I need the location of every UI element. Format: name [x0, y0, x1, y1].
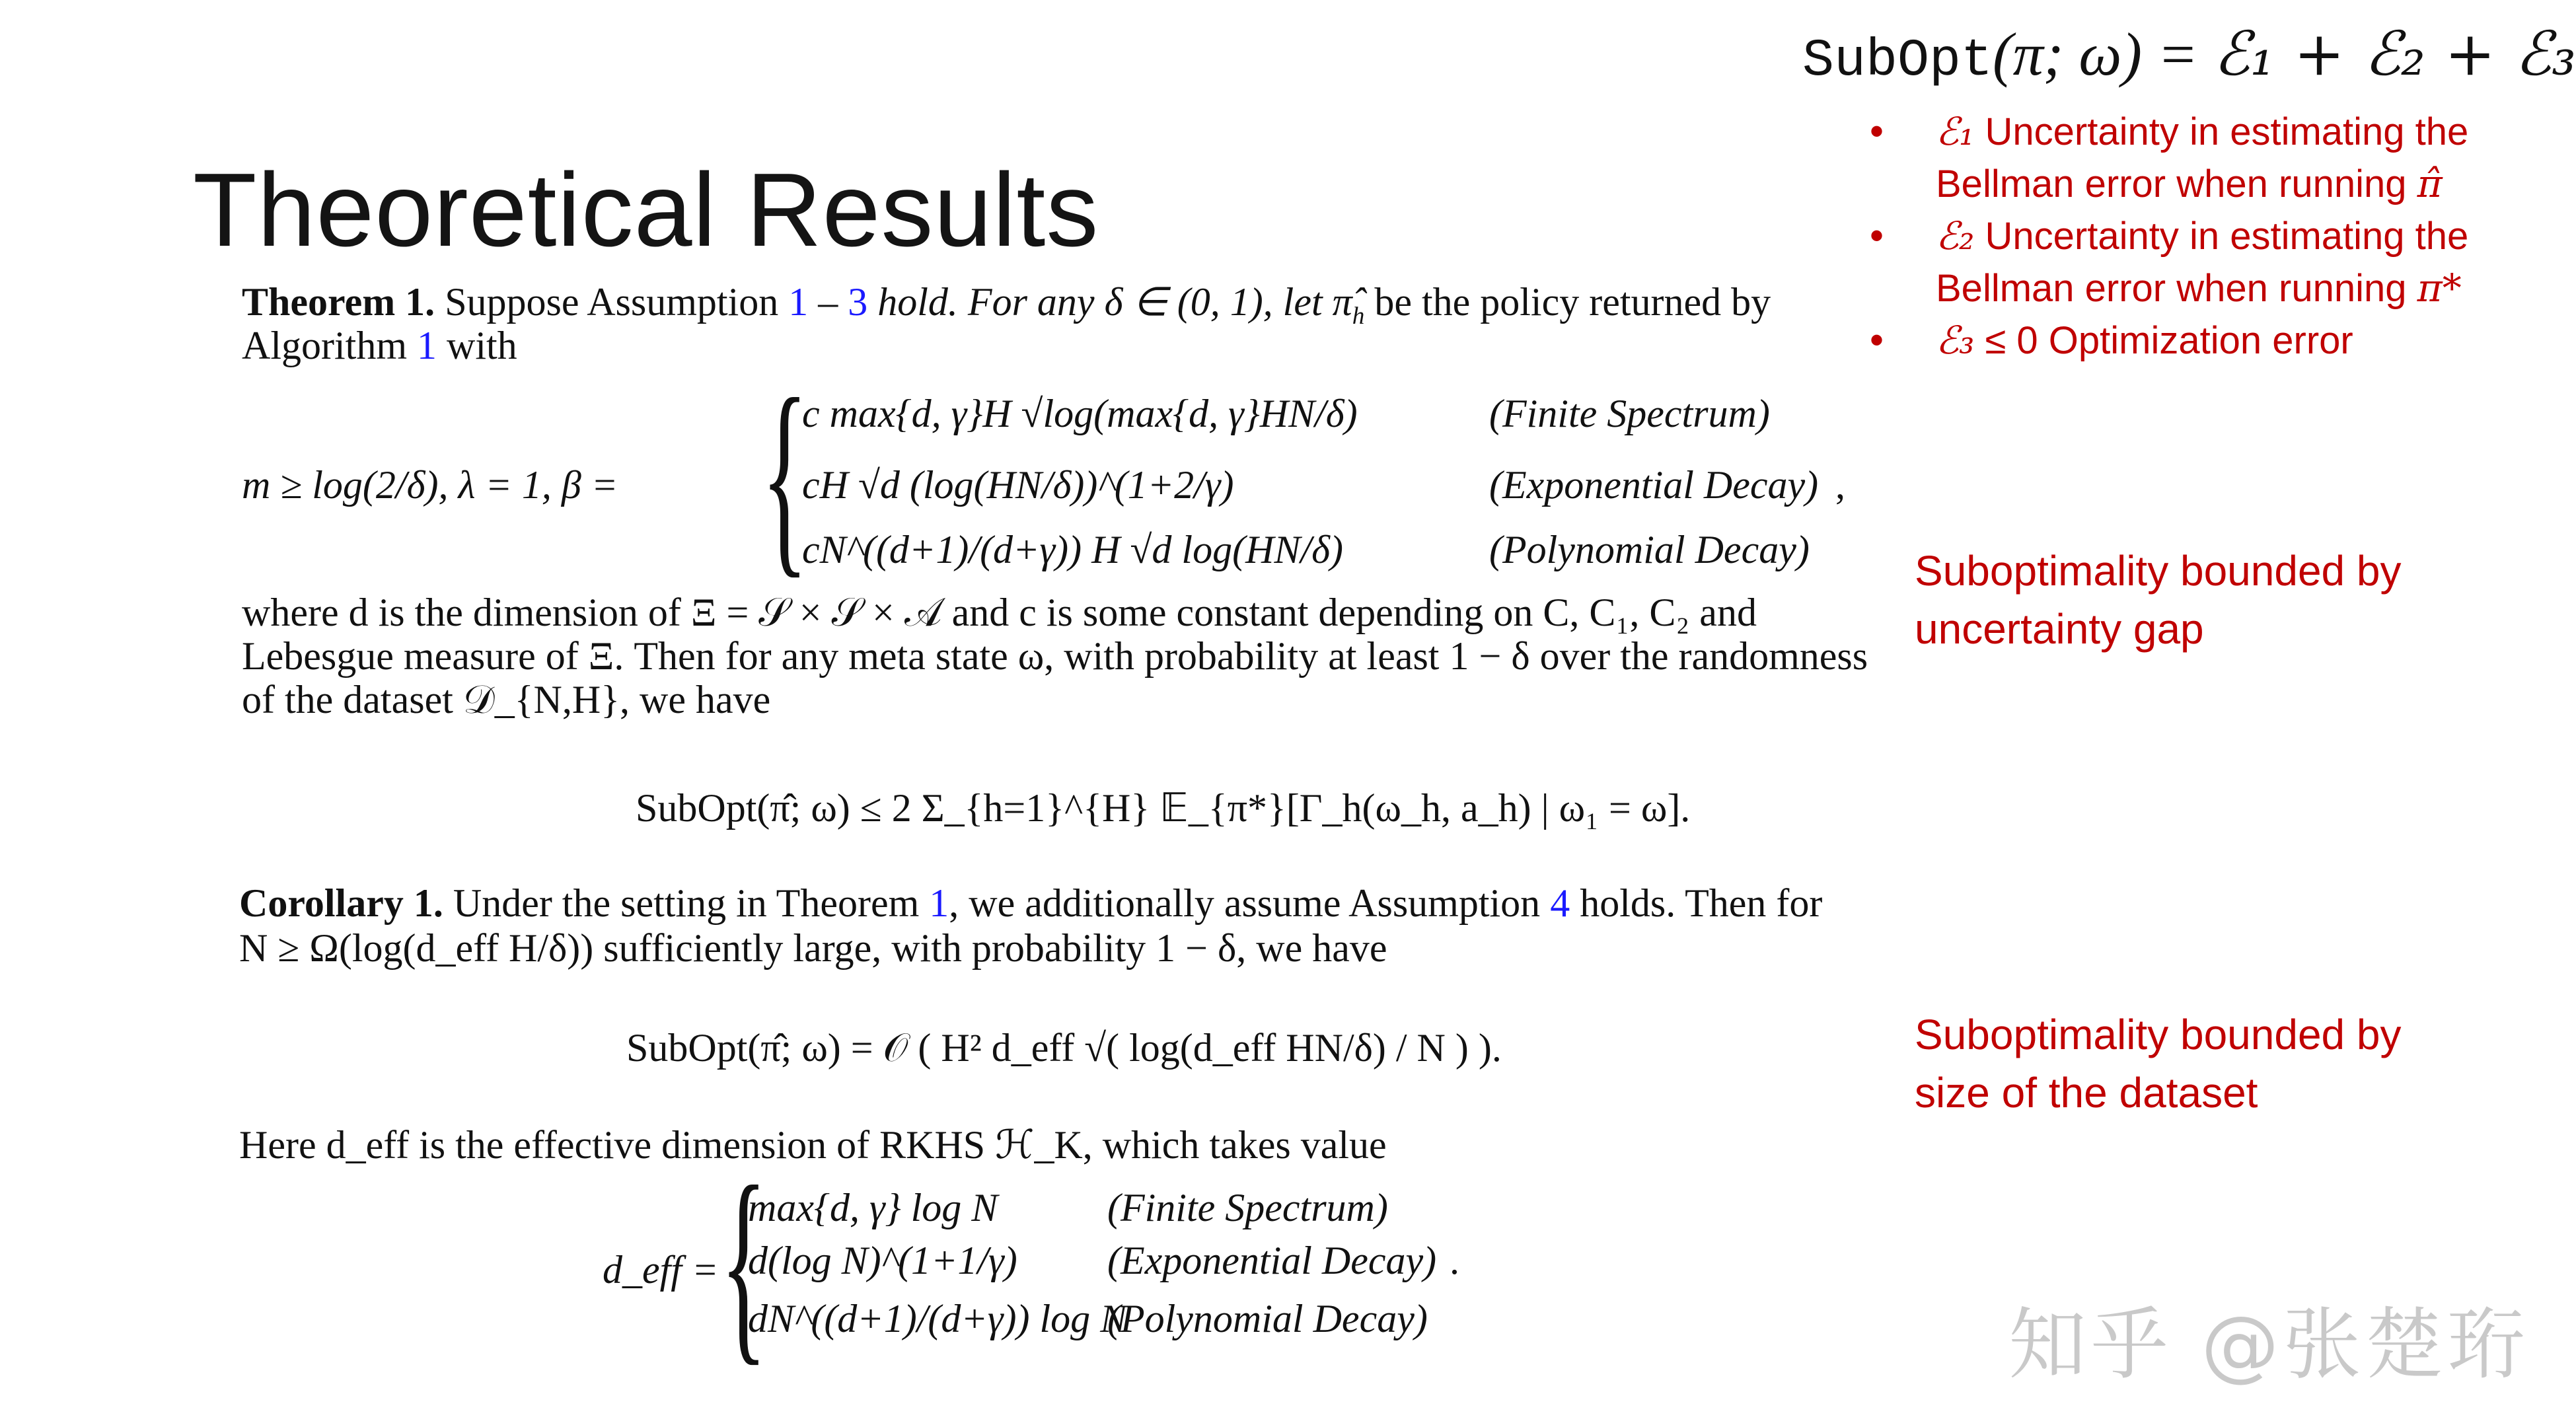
bullet-text-line2: Bellman error when running: [1936, 163, 2417, 205]
theorem-bound-equation: SubOpt(π̂; ω) ≤ 2 Σ_{h=1}^{H} 𝔼_{π*}[Γ_h(ω_h, a_h) | ω₁ = ω].: [636, 786, 1691, 830]
case-label-finite: (Finite Spectrum): [1489, 392, 1770, 435]
deff-period: .: [1450, 1239, 1459, 1282]
beta-case-polynomial: cN^((d+1)/(d+γ)) H √d log(HN/δ): [802, 528, 1343, 571]
theorem-where-line2: Lebesgue measure of Ξ. Then for any meta state ω, with probability at least 1 − δ over the randomness: [242, 634, 1868, 678]
theorem-subscript: h: [1352, 303, 1365, 330]
bullet-policy-symbol: π*: [2417, 266, 2462, 311]
theorem-label: Theorem 1.: [242, 280, 435, 324]
theorem-text: Suppose Assumption: [435, 280, 789, 324]
side-note-line: Suboptimality bounded by: [1915, 547, 2402, 595]
bullet-policy-symbol: π̂: [2417, 161, 2443, 206]
deff-lhs: d_eff =: [603, 1248, 719, 1292]
corollary-statement-line2: N ≥ Ω(log(d_eff H/δ)) sufficiently large, with probability 1 − δ, we have: [239, 926, 1387, 970]
error-term-bullets: [1870, 106, 2517, 367]
beta-case-finite: c max{d, γ}H √log(max{d, γ}HN/δ): [802, 392, 1358, 435]
suboptimality-decomposition-formula: [1802, 18, 2576, 91]
corollary-statement-line1: [239, 881, 1822, 925]
deff-label-exponential: (Exponential Decay): [1107, 1239, 1437, 1282]
bullet-dot: •: [1870, 213, 1884, 258]
theorem-statement-line2: [242, 324, 517, 367]
bullet-item: [1870, 106, 2517, 210]
side-note-dataset-size: [1915, 1006, 2509, 1122]
deff-label-polynomial: (Polynomial Decay): [1107, 1297, 1428, 1340]
beta-case-exponential: cH √d (log(HN/δ))^(1+2/γ): [802, 463, 1234, 507]
side-note-uncertainty-gap: [1915, 542, 2509, 658]
left-brace: {: [720, 1142, 768, 1383]
theorem-text: with: [437, 324, 517, 367]
bullet-item: [1870, 314, 2517, 367]
bullet-symbol: ℰ₃: [1936, 318, 1975, 363]
side-note-line: Suboptimality bounded by: [1915, 1011, 2402, 1058]
corollary-label: Corollary 1.: [239, 881, 443, 925]
case-label-polynomial: (Polynomial Decay): [1489, 528, 1810, 571]
corollary-text: , we additionally assume Assumption: [949, 881, 1551, 925]
watermark: 知乎 @张楚珩: [2008, 1299, 2529, 1390]
deff-case-exponential: d(log N)^(1+1/γ): [748, 1239, 1017, 1282]
bullet-item: [1870, 210, 2517, 314]
theorem-text: be the policy returned by: [1364, 280, 1771, 324]
theorem-where-line3: of the dataset 𝒟_{N,H}, we have: [242, 678, 771, 721]
side-note-line: uncertainty gap: [1915, 605, 2204, 653]
case-label-exponential: (Exponential Decay): [1489, 463, 1819, 507]
theorem-text: –: [808, 280, 848, 324]
algorithm-ref-link[interactable]: 1: [417, 324, 437, 367]
subopt-args: (π; ω) =: [1993, 20, 2214, 88]
error-terms: ℰ₁ + ℰ₂ + ℰ₃: [2213, 18, 2576, 89]
case-comma: ,: [1835, 463, 1845, 507]
assumption-ref-link[interactable]: 3: [848, 280, 868, 324]
bullet-text: Uncertainty in estimating the: [1974, 110, 2469, 153]
assumption-ref-link[interactable]: 1: [788, 280, 809, 324]
side-note-line: size of the dataset: [1915, 1069, 2258, 1116]
corollary-text: Under the setting in Theorem: [443, 881, 930, 925]
corollary-bound-equation: SubOpt(π̂; ω) = 𝒪 ( H² d_eff √( log(d_eff HN/δ) / N ) ).: [626, 1026, 1502, 1070]
theorem-text: Algorithm: [242, 324, 417, 367]
bullet-symbol: ℰ₁: [1936, 109, 1975, 154]
deff-case-polynomial: dN^((d+1)/(d+γ)) log N: [748, 1297, 1127, 1340]
bullet-symbol: ℰ₂: [1936, 213, 1975, 258]
corollary-text: holds. Then for: [1570, 881, 1823, 925]
assumption-ref-link[interactable]: 4: [1550, 881, 1570, 925]
deff-label-finite: (Finite Spectrum): [1107, 1186, 1388, 1229]
deff-case-finite: max{d, γ} log N: [748, 1186, 998, 1229]
left-brace: {: [761, 355, 809, 596]
bullet-text: ≤ 0 Optimization error: [1974, 319, 2353, 362]
bullet-dot: •: [1870, 318, 1884, 362]
theorem-text: hold. For any δ ∈ (0, 1), let π̂: [867, 280, 1352, 324]
bullet-dot: •: [1870, 109, 1884, 153]
corollary-here-line: Here d_eff is the effective dimension of RKHS ℋ_K, which takes value: [239, 1123, 1387, 1167]
subopt-operator: SubOpt: [1802, 31, 1993, 91]
theorem-where-line1: where d is the dimension of Ξ = 𝒮 × 𝒮 × 𝒜 and c is some constant depending on C, C₁, C₂ and: [242, 591, 1757, 634]
slide-title: Theoretical Results: [193, 152, 1099, 268]
bullet-text-line2: Bellman error when running: [1936, 267, 2417, 310]
bullet-text: Uncertainty in estimating the: [1974, 215, 2469, 258]
theorem-statement-line1: [242, 280, 1771, 330]
theorem-ref-link[interactable]: 1: [929, 881, 949, 925]
parameter-choice: m ≥ log(2/δ), λ = 1, β =: [242, 463, 618, 507]
